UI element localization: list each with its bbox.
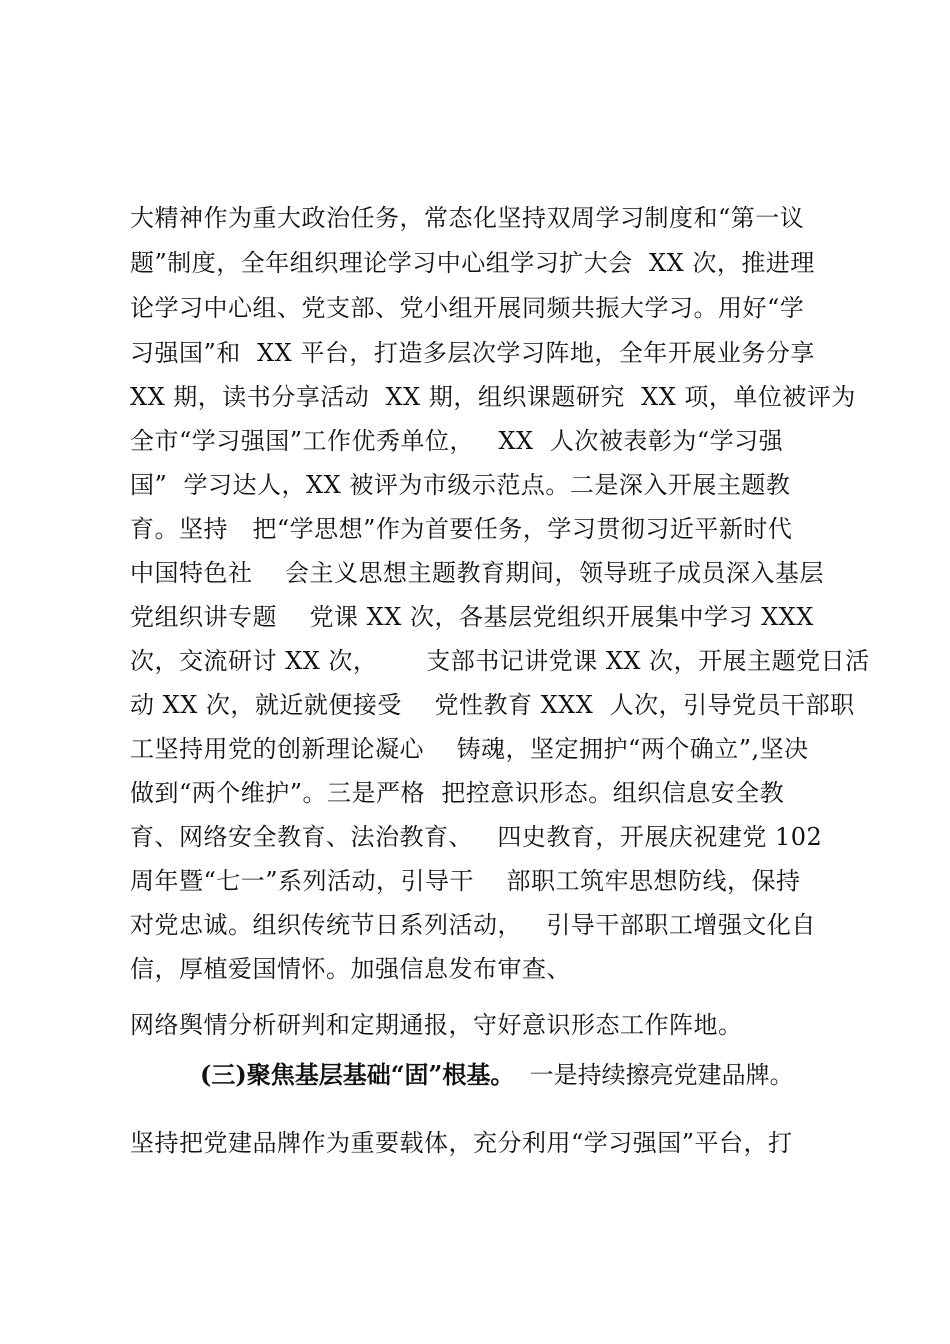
body-line: 工坚持用党的创新理论凝心 铸魂，坚定拥护“两个确立”,坚决 (130, 735, 809, 763)
section-heading-title: (三)聚焦基层基础“固”根基。 (200, 1060, 515, 1089)
body-line: XX 期，读书分享活动 XX 期，组织课题研究 XX 项，单位被评为 (130, 383, 856, 411)
body-line: 育。坚持 把“学思想”作为首要任务，学习贯彻习近平新时代 (130, 515, 793, 543)
body-line: 党组织讲专题 党课 XX 次，各基层党组织开展集中学习 XXX (130, 603, 814, 631)
section-heading-continuation: 一是持续擦亮党建品牌。 (514, 1061, 794, 1089)
body-line: 育、网络安全教育、法治教育、 四史教育，开展庆祝建党 102 (130, 823, 823, 851)
body-line: 题”制度，全年组织理论学习中心组学习扩大会 XX 次，推进理 (130, 249, 815, 277)
body-line: 坚持把党建品牌作为重要载体，充分利用“学习强国”平台，打 (130, 1129, 793, 1157)
body-line: 对党忠诚。组织传统节日系列活动， 引导干部职工增强文化自 (130, 911, 816, 939)
body-line: 中国特色社 会主义思想主题教育期间，领导班子成员深入基层 (130, 559, 825, 587)
body-line: 次，交流研讨 XX 次， 支部书记讲党课 XX 次，开展主题党日活 (130, 647, 870, 675)
body-line: 做到“两个维护”。三是严格 把控意识形态。组织信息安全教 (130, 779, 785, 807)
body-line: 习强国”和 XX 平台，打造多层次学习阵地，全年开展业务分享 (130, 339, 815, 367)
body-line: 信，厚植爱国情怀。加强信息发布审查、 (130, 955, 571, 983)
body-line: 网络舆情分析研判和定期通报，守好意识形态工作阵地。 (130, 1011, 743, 1039)
body-line: 论学习中心组、党支部、党小组开展同频共振大学习。用好“学 (130, 294, 805, 322)
body-line: 国” 学习达人，XX 被评为市级示范点。二是深入开展主题教 (130, 471, 791, 499)
section-heading (200, 1060, 794, 1090)
body-line: 周年暨“七一”系列活动，引导干 部职工筑牢思想防线，保持 (130, 867, 801, 895)
body-line: 大精神作为重大政治任务，常态化坚持双周学习制度和“第一议 (130, 204, 805, 232)
body-line: 全市“学习强国”工作优秀单位， XX 人次被表彰为“学习强 (130, 427, 784, 455)
body-line: 动 XX 次，就近就便接受 党性教育 XXX 人次，引导党员干部职 (130, 691, 855, 719)
